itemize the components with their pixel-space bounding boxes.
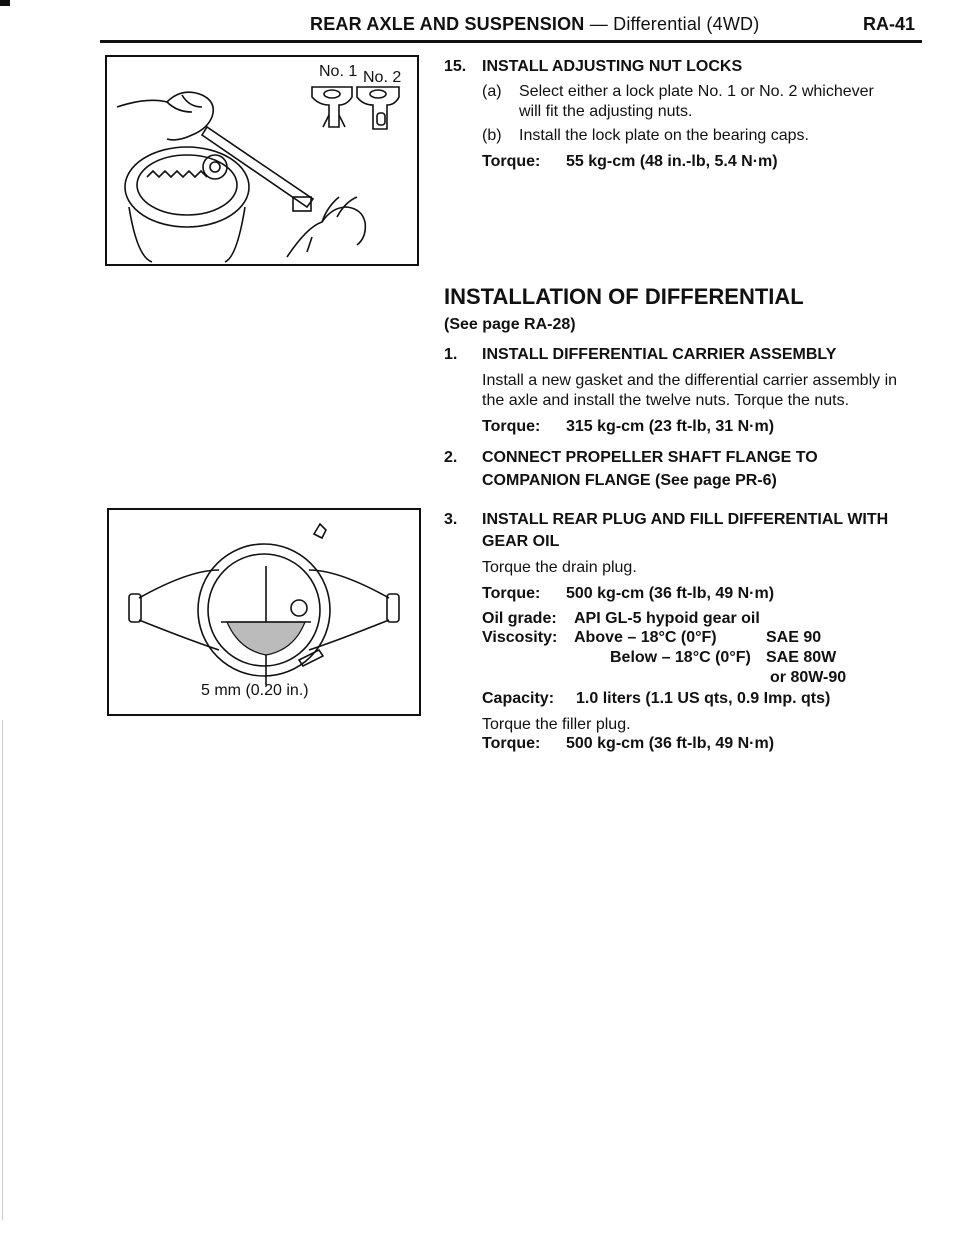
capacity-value: 1.0 liters (1.1 US qts, 0.9 Imp. qts) xyxy=(576,690,831,707)
step-3-torque2-value: 500 kg-cm (36 ft-lb, 49 N·m) xyxy=(566,735,775,752)
section-ref: (See page RA-28) xyxy=(444,316,576,333)
viscosity-above-grade: SAE 90 xyxy=(766,629,822,646)
step-3-torque-value: 500 kg-cm (36 ft-lb, 49 N·m) xyxy=(566,585,775,602)
step-1-line1: Install a new gasket and the differential carrier assembly in xyxy=(482,372,898,389)
step-15-torque-label: Torque: xyxy=(482,153,541,170)
header-title: REAR AXLE AND SUSPENSION xyxy=(310,14,585,34)
margin-line xyxy=(2,720,3,1220)
step-2-number: 2. xyxy=(444,449,458,466)
oil-grade-value: API GL-5 hypoid gear oil xyxy=(574,610,760,627)
step-15-torque-value: 55 kg-cm (48 in.-lb, 5.4 N·m) xyxy=(566,153,778,170)
oil-grade-label: Oil grade: xyxy=(482,610,557,627)
page-header-title xyxy=(310,14,759,35)
step-3-number: 3. xyxy=(444,511,458,528)
header-subtitle: — Differential (4WD) xyxy=(589,14,760,34)
figure-oil-level xyxy=(107,508,421,716)
step-3-torque-label: Torque: xyxy=(482,585,541,602)
step-15-heading: INSTALL ADJUSTING NUT LOCKS xyxy=(482,58,743,75)
step-15-number: 15. xyxy=(444,58,467,75)
step-2-line1: CONNECT PROPELLER SHAFT FLANGE TO xyxy=(482,449,818,466)
step-3-line2: GEAR OIL xyxy=(482,533,560,550)
page-number: RA-41 xyxy=(863,14,916,34)
lock-plate-illustration xyxy=(107,57,417,264)
step-3-filler-text: Torque the filler plug. xyxy=(482,716,631,733)
step-1-torque-value: 315 kg-cm (23 ft-lb, 31 N·m) xyxy=(566,418,775,435)
step-15a-line2: will fit the adjusting nuts. xyxy=(519,103,693,120)
step-3-torque2-label: Torque: xyxy=(482,735,541,752)
step-1-torque-label: Torque: xyxy=(482,418,541,435)
step-2-line2: COMPANION FLANGE (See page PR-6) xyxy=(482,472,777,489)
oil-level-caption: 5 mm (0.20 in.) xyxy=(201,682,309,699)
section-title: INSTALLATION OF DIFFERENTIAL xyxy=(444,284,804,309)
label-no-1: No. 1 xyxy=(319,63,358,80)
corner-mark xyxy=(0,0,10,6)
step-15a-line1: Select either a lock plate No. 1 or No. 2 whichever xyxy=(519,83,874,100)
step-3-line1: INSTALL REAR PLUG AND FILL DIFFERENTIAL WITH xyxy=(482,511,889,528)
step-3-drain-text: Torque the drain plug. xyxy=(482,559,637,576)
header-rule xyxy=(100,40,922,43)
viscosity-alternative: or 80W-90 xyxy=(770,669,847,686)
step-15a-mark: (a) xyxy=(482,83,502,100)
step-1-heading: INSTALL DIFFERENTIAL CARRIER ASSEMBLY xyxy=(482,346,837,363)
step-1-number: 1. xyxy=(444,346,458,363)
step-1-line2: the axle and install the twelve nuts. Torque the nuts. xyxy=(482,392,850,409)
figure-lock-plates xyxy=(105,55,419,266)
viscosity-label: Viscosity: xyxy=(482,629,558,646)
viscosity-below: Below – 18°C (0°F) xyxy=(610,649,751,666)
label-no-2: No. 2 xyxy=(363,69,402,86)
step-15b-text: Install the lock plate on the bearing caps. xyxy=(519,127,809,144)
step-15b-mark: (b) xyxy=(482,127,502,144)
viscosity-below-grade: SAE 80W xyxy=(766,649,837,666)
capacity-label: Capacity: xyxy=(482,690,555,707)
viscosity-above: Above – 18°C (0°F) xyxy=(574,629,717,646)
